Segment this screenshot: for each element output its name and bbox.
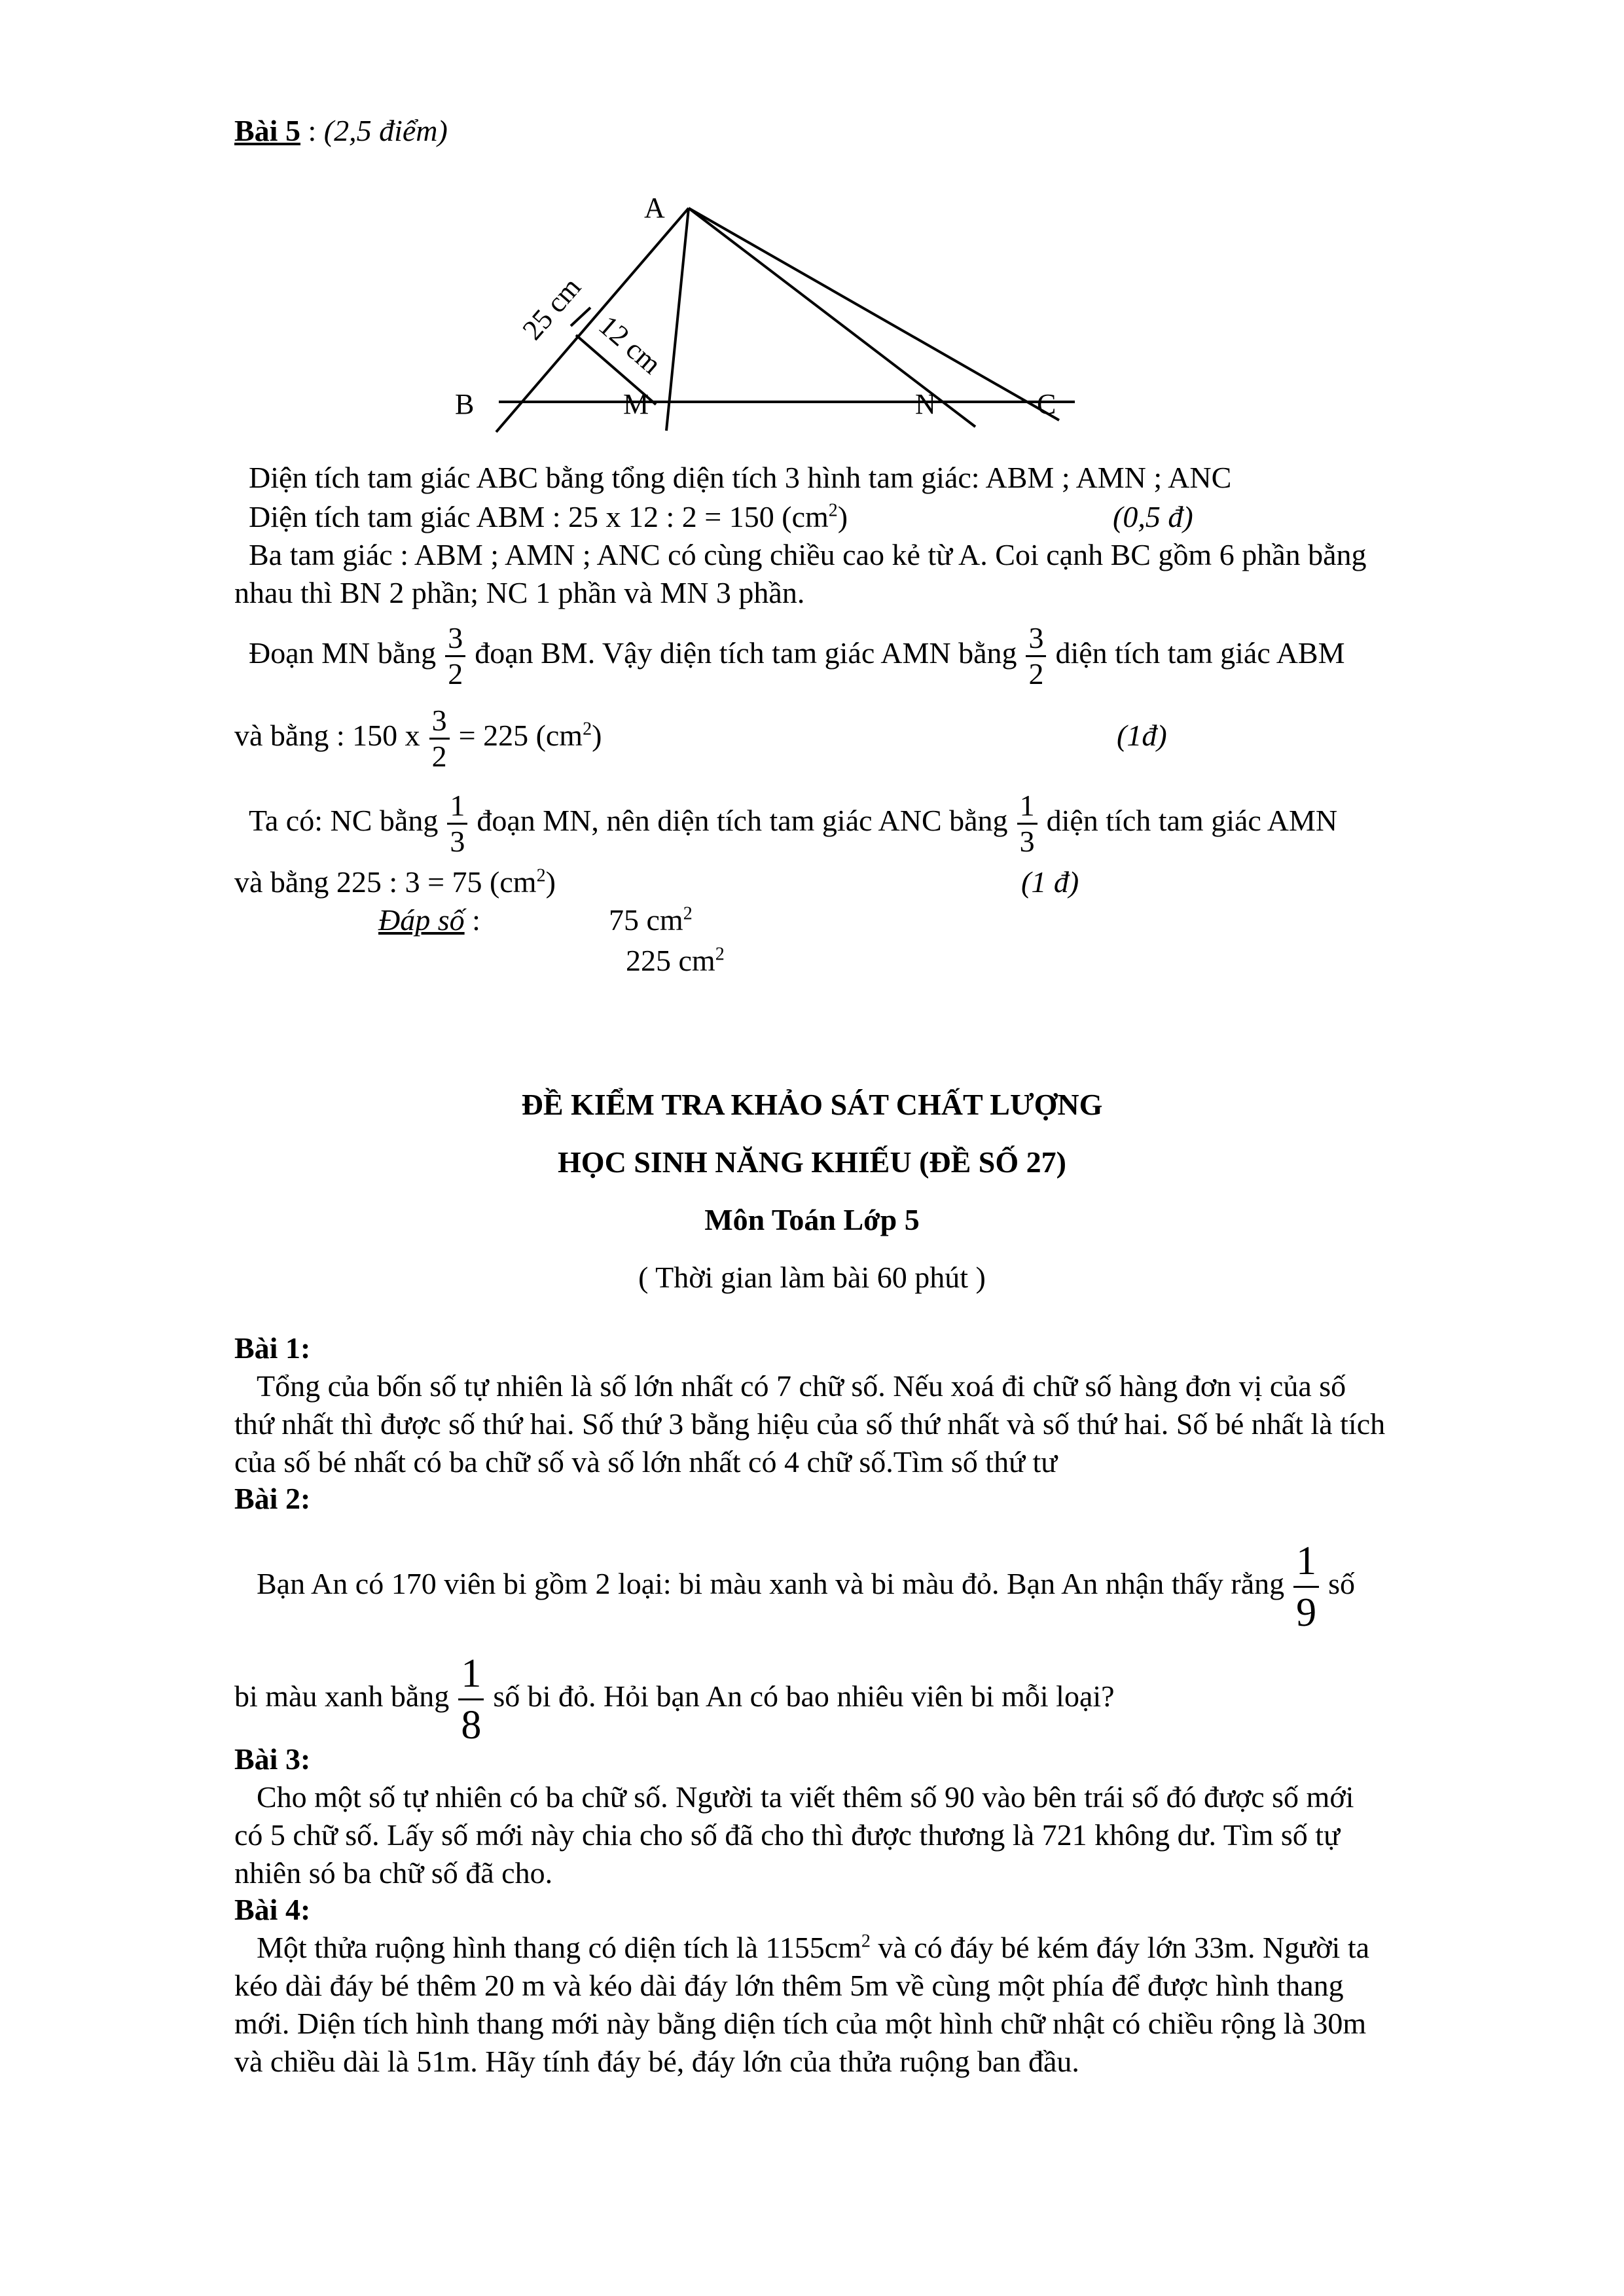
bai5-points: (2,5 điểm) (323, 114, 448, 147)
fraction-1-9-num: 1 (1293, 1536, 1319, 1588)
bai3-line3: nhiên só ba chữ số đã cho. (234, 1856, 553, 1890)
answer-label: Đáp số (378, 903, 465, 937)
fraction-1-8-num: 1 (458, 1649, 484, 1700)
fraction-3-2-c (429, 704, 450, 774)
fraction-3-2-a (445, 621, 465, 691)
bai5-line6 (234, 700, 602, 774)
fraction-3-2-a-den: 2 (448, 656, 463, 691)
bai5-title: Bài 5 (234, 114, 300, 147)
bai3-line1: Cho một số tự nhiên có ba chữ số. Người ta viết thêm số 90 vào bên trái số đó được số mới (257, 1780, 1354, 1814)
bai5-sep: : (300, 114, 324, 147)
bai5-line6-a: và bằng : 150 x (234, 719, 420, 752)
bai2-line2-a: bi màu xanh bằng (234, 1679, 450, 1713)
bai5-line6-sup: 2 (583, 719, 592, 740)
bai2-line1-a: Bạn An có 170 viên bi gồm 2 loại: bi màu xanh và bi màu đỏ. Bạn An nhận thấy rằng (257, 1567, 1285, 1600)
bai2-line2-b: số bi đỏ. Hỏi bạn An có bao nhiêu viên bi mỗi loại? (493, 1679, 1115, 1713)
label-a: A (644, 192, 665, 224)
bai5-line2-text: Diện tích tam giác ABM : 25 x 12 : 2 = 150 (cm (249, 500, 829, 533)
answer-label-line (378, 902, 480, 939)
bai4-title: Bài 4: (234, 1893, 311, 1926)
fraction-1-8 (458, 1649, 484, 1750)
fraction-3-2-b-den: 2 (1028, 656, 1044, 691)
exam-heading-1: ĐỀ KIỂM TRA KHẢO SÁT CHẤT LƯỢNG (521, 1088, 1103, 1121)
fraction-1-3-a (447, 789, 467, 859)
bai5-line5-c: diện tích tam giác ABM (1055, 636, 1345, 670)
bai4-line1-sup: 2 (861, 1931, 871, 1952)
label-ab-length: 25 cm (516, 271, 587, 346)
tick-mark (571, 308, 590, 326)
bai2-line1 (257, 1532, 1355, 1638)
label-b: B (455, 388, 475, 420)
fraction-3-2-c-den: 2 (431, 739, 447, 773)
bai4-line2: kéo dài đáy bé thêm 20 m và kéo dài đáy lớn thêm 5m về cùng một phía để được hình thang (234, 1969, 1344, 2002)
bai4-line1-a: Một thửa ruộng hình thang có diện tích là 1155cm (257, 1931, 861, 1964)
bai5-line5-a: Đoạn MN bằng (249, 636, 437, 670)
bai5-line5 (249, 618, 1345, 691)
bai5-line7-b: đoạn MN, nên diện tích tam giác ANC bằng (477, 804, 1008, 837)
bai5-line8 (234, 864, 556, 901)
fraction-1-3-b-den: 3 (1019, 824, 1035, 858)
fraction-3-2-b-num: 3 (1026, 621, 1046, 657)
bai5-line7 (249, 785, 1337, 859)
answer-sep: : (464, 903, 480, 937)
bai5-line8-close: ) (545, 865, 556, 899)
bai5-line8-text: và bằng 225 : 3 = 75 (cm (234, 865, 537, 899)
label-c: C (1037, 388, 1056, 420)
bai3-title: Bài 3: (234, 1742, 311, 1776)
bai5-line1: Diện tích tam giác ABC bằng tổng diện tích 3 hình tam giác: ABM ; AMN ; ANC (249, 461, 1232, 494)
bai5-line4: nhau thì BN 2 phần; NC 1 phần và MN 3 phần. (234, 576, 805, 609)
answer-2 (626, 942, 725, 979)
fraction-3-2-c-num: 3 (429, 704, 450, 740)
triangle-figure (0, 0, 1624, 458)
label-n: N (915, 388, 936, 420)
fraction-1-9-den: 9 (1296, 1590, 1317, 1635)
bai5-line2 (249, 499, 848, 535)
answer-1 (609, 902, 693, 939)
fraction-3-2-a-num: 3 (445, 621, 465, 657)
bai1-line1: Tổng của bốn số tự nhiên là số lớn nhất có 7 chữ số. Nếu xoá đi chữ số hàng đơn vị của số (257, 1369, 1346, 1403)
bai4-line4: và chiều dài là 51m. Hãy tính đáy bé, đáy lớn của thửa ruộng ban đầu. (234, 2045, 1079, 2078)
bai4-line3: mới. Diện tích hình thang mới này bằng diện tích của một hình chữ nhật có chiều rộng là 30m (234, 2007, 1367, 2040)
bai5-line2-close: ) (837, 500, 848, 533)
answer-1-text: 75 cm (609, 903, 683, 937)
bai5-line8-score: (1 đ) (1021, 865, 1079, 899)
exam-subject: Môn Toán Lớp 5 (704, 1203, 920, 1236)
bai5-line8-sup: 2 (536, 865, 546, 886)
bai5-line2-sup: 2 (828, 500, 838, 521)
bai5-line7-a: Ta có: NC bằng (249, 804, 439, 837)
answer-2-sup: 2 (715, 944, 725, 965)
fraction-1-3-a-den: 3 (450, 824, 465, 858)
exam-time: ( Thời gian làm bài 60 phút ) (638, 1261, 986, 1294)
exam-heading-2: HỌC SINH NĂNG KHIẾU (ĐỀ SỐ 27) (558, 1145, 1066, 1179)
bai1-title: Bài 1: (234, 1331, 311, 1365)
label-m: M (623, 388, 649, 420)
bai5-line5-b: đoạn BM. Vậy diện tích tam giác AMN bằng (475, 636, 1017, 670)
label-height: 12 cm (592, 309, 668, 380)
bai5-line2-score: (0,5 đ) (1113, 500, 1193, 533)
bai4-line1 (257, 1929, 1369, 1966)
bai1-line3: của số bé nhất có ba chữ số và số lớn nhất có 4 chữ số.Tìm số thứ tư (234, 1445, 1058, 1479)
fraction-1-3-a-num: 1 (447, 789, 467, 825)
bai2-title: Bài 2: (234, 1482, 311, 1515)
bai5-line6-score: (1đ) (1117, 719, 1167, 752)
answer-1-sup: 2 (683, 903, 693, 924)
bai5-line7-c: diện tích tam giác AMN (1046, 804, 1338, 837)
bai1-line2: thứ nhất thì được số thứ hai. Số thứ 3 bằng hiệu của số thứ nhất và số thứ hai. Số bé nhất là tích (234, 1407, 1386, 1441)
segment-am (666, 208, 689, 431)
fraction-1-3-b (1017, 789, 1038, 859)
bai5-line3: Ba tam giác : ABM ; AMN ; ANC có cùng chiều cao kẻ từ A. Coi cạnh BC gồm 6 phần bằng (249, 538, 1367, 571)
bai3-line2: có 5 chữ số. Lấy số mới này chia cho số đã cho thì được thương là 721 không dư. Tìm số tự (234, 1818, 1340, 1852)
side-ac (689, 208, 1059, 420)
bai5-line6-close: ) (592, 719, 602, 752)
bai5-line6-b: = 225 (cm (458, 719, 583, 752)
fraction-1-3-b-num: 1 (1017, 789, 1038, 825)
bai2-line1-b: số (1328, 1567, 1356, 1600)
bai4-line1-b: và có đáy bé kém đáy lớn 33m. Người ta (870, 1931, 1370, 1964)
fraction-3-2-b (1026, 621, 1046, 691)
bai2-line2 (234, 1644, 1115, 1750)
answer-2-text: 225 cm (626, 944, 715, 977)
fraction-1-8-den: 8 (461, 1702, 482, 1748)
fraction-1-9 (1293, 1536, 1319, 1638)
